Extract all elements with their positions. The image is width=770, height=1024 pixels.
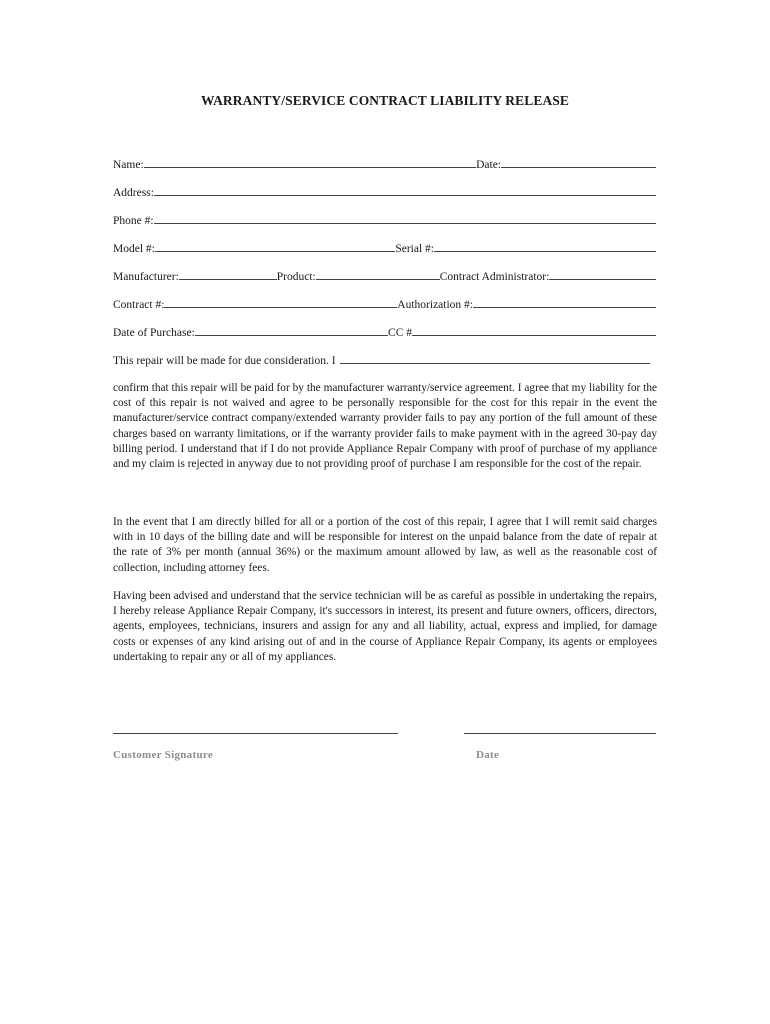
product-field[interactable] bbox=[316, 278, 440, 280]
authorization-label: Authorization #: bbox=[397, 299, 473, 311]
name-label: Name: bbox=[113, 159, 144, 171]
model-serial-row bbox=[113, 239, 656, 255]
date-label: Date: bbox=[476, 159, 501, 171]
signature-date-line[interactable] bbox=[464, 733, 656, 734]
address-field[interactable] bbox=[154, 194, 656, 196]
signature-date-label: Date bbox=[476, 749, 500, 761]
contract-administrator-field[interactable] bbox=[549, 278, 656, 280]
model-label: Model #: bbox=[113, 243, 155, 255]
contract-field[interactable] bbox=[164, 306, 397, 308]
product-label: Product: bbox=[276, 271, 316, 283]
manufacturer-label: Manufacturer: bbox=[113, 271, 179, 283]
consideration-name-field[interactable] bbox=[340, 362, 650, 364]
contract-label: Contract #: bbox=[113, 299, 165, 311]
manufacturer-row bbox=[113, 267, 656, 283]
consideration-text: This repair will be made for due consideration. I bbox=[113, 355, 336, 367]
contract-administrator-label: Contract Administrator: bbox=[439, 271, 550, 283]
manufacturer-field[interactable] bbox=[179, 278, 277, 280]
date-of-purchase-field[interactable] bbox=[195, 334, 388, 336]
paragraph-payment-responsibility: confirm that this repair will be paid for by the manufacturer warranty/service agreement. I agree that my liability for the cost of this repair is not waived and agree to be personally responsible for the cost for this repair in the event the manufacturer/service contract company/extended warranty provider fails to pay any portion of the full amount of these charges based on warranty limitations, or if the warranty provider fails to make payment with in the agreed 30-pay day billing period. I understand that if I do not provide Appliance Repair Company with proof of purchase of my appliance and my claim is rejected in anyway due to not providing proof of purchase I am responsible for the cost of the repair. bbox=[113, 382, 657, 471]
phone-field[interactable] bbox=[154, 222, 656, 224]
cc-label: CC # bbox=[388, 327, 412, 339]
date-of-purchase-label: Date of Purchase: bbox=[113, 327, 195, 339]
name-field[interactable] bbox=[144, 166, 476, 168]
consideration-row bbox=[113, 351, 650, 367]
contract-authorization-row bbox=[113, 295, 656, 311]
paragraph-release: Having been advised and understand that the service technician will be as careful as possible in undertaking the repairs, I hereby release Appliance Repair Company, it's successors in interest, its present and future owners, officers, directors, agents, employees, technicians, insurers and assign for any and all liability, actual, express and implied, for damage costs or expenses of any kind arising out of and in the course of Appliance Repair Company, its agents or employees undertaking to repair any or all of my appliances. bbox=[113, 590, 657, 663]
document-title: WARRANTY/SERVICE CONTRACT LIABILITY RELEASE bbox=[200, 93, 570, 108]
address-row bbox=[113, 183, 656, 199]
model-field[interactable] bbox=[155, 250, 395, 252]
authorization-field[interactable] bbox=[473, 306, 656, 308]
phone-row bbox=[113, 211, 656, 227]
address-label: Address: bbox=[113, 187, 154, 199]
purchase-cc-row bbox=[113, 323, 656, 339]
date-field[interactable] bbox=[501, 166, 656, 168]
cc-field[interactable] bbox=[412, 334, 656, 336]
customer-signature-label: Customer Signature bbox=[113, 749, 214, 761]
serial-label: Serial #: bbox=[395, 243, 434, 255]
paragraph-direct-billing: In the event that I am directly billed for all or a portion of the cost of this repair, I agree that I will remit said charges with in 10 days of the billing date and will be responsible for interest on the unpaid balance from the date of repair at the rate of 3% per month (annual 36%) or the maximum amount allowed by law, as well as the reasonable cost of collection, including attorney fees. bbox=[113, 516, 657, 574]
phone-label: Phone #: bbox=[113, 215, 154, 227]
customer-signature-line[interactable] bbox=[113, 733, 398, 734]
serial-field[interactable] bbox=[434, 250, 656, 252]
name-date-row bbox=[113, 155, 656, 171]
